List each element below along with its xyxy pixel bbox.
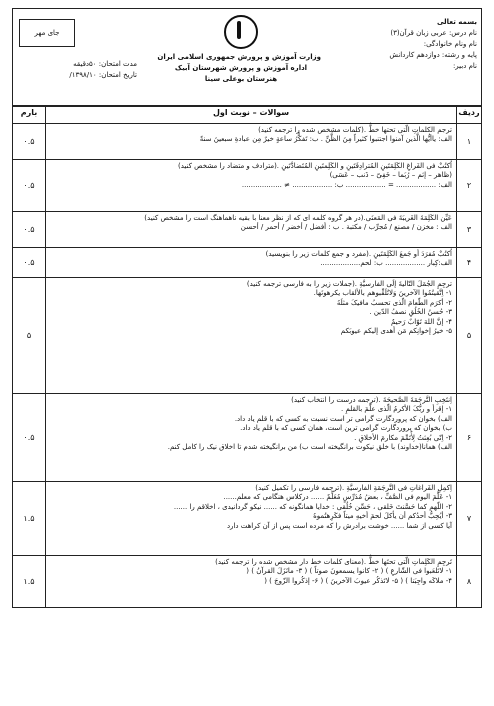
question-line: الف: .................. = .................. ب: .................. ≠ .................. bbox=[241, 180, 452, 189]
question-text bbox=[46, 278, 457, 394]
student-name-label: نام ونام خانوادگی: bbox=[423, 40, 477, 48]
iran-emblem-icon bbox=[224, 15, 258, 49]
basmala: بسمه تعالی bbox=[436, 18, 477, 26]
question-text bbox=[46, 556, 457, 608]
question-number: ۷ bbox=[457, 482, 482, 556]
question-text bbox=[46, 124, 457, 160]
question-line: الف:کِبار .................. ب: لحم.................. bbox=[320, 259, 452, 268]
question-line: ترجِمِ الجُمَلَ التّالیةَ إلَی الفارسیَّةِ .(جملات زیر را به فارسی ترجمه کنید) bbox=[246, 280, 452, 288]
question-line: الف : مخزن / مصنع / مُجرِّب / مکتبة . ب : أفضل / أخضر / أحمر / أحسن bbox=[240, 223, 452, 232]
question-line: (ظاهر – إثم – رُبَما – خَفِیّ – ذَنب – عَسَی) bbox=[329, 171, 452, 180]
department-name: اداره آموزش و پرورش شهرستان آبیک bbox=[174, 64, 308, 72]
table-row bbox=[13, 160, 482, 212]
exam-header bbox=[12, 8, 482, 106]
question-score: ۱.۵ bbox=[13, 482, 46, 556]
table-row bbox=[13, 212, 482, 248]
questions-table bbox=[12, 106, 482, 608]
question-text bbox=[46, 482, 457, 556]
question-line: الف) همانا(خداوند) با خلق نیکوت برانگیخته است ب) من برانگیخته شدم تا اخلاق نیک را کامل کنم. bbox=[167, 443, 452, 452]
question-line: ۵- خیرُ إخوانِکم مَن أهدی إلیکم عیوبَکم bbox=[340, 327, 452, 336]
question-number: ۴ bbox=[457, 248, 482, 278]
table-row bbox=[13, 556, 482, 608]
question-line: ب) بخوان که پروردگارت گرامی ترین است، همان کسی که با قلم یاد داد. bbox=[240, 424, 452, 433]
question-line: تَرجِمِ الکَلِماتِ الّتی تحتَها خطٌّ .(معنای کلمات خط دار مشخص شده را ترجمه کنید) bbox=[215, 558, 452, 566]
questions-body bbox=[13, 124, 482, 608]
exam-page bbox=[12, 8, 482, 608]
question-line: ۱- لاتَلعَبوا فی الشّارعِ ) ( ۲- کانوا یسمعونَ صوتاً ) ( ۳- مانَزَلَ القرآنُ ) ( bbox=[246, 567, 452, 576]
table-header-row bbox=[13, 107, 482, 124]
col-row-number: ردیف bbox=[457, 107, 482, 124]
question-line: اُکتُبْ مُفرَدَ أو جَمعَ الکَلِمَتَینِ .(مفرد و جمع کلمات زیر را بنویسید) bbox=[265, 250, 452, 258]
question-line: ۴- ملاکَه واجِبَنا ) ( ۵- لاتَذکُر عیوبَ الآخرینَ ) ( ۶- إذکُروا الزّوجَ ) ( bbox=[264, 576, 452, 585]
question-line: ۳- حُسنُ الخُلُقِ نصفُ الدّین . bbox=[369, 308, 452, 317]
question-number: ۶ bbox=[457, 394, 482, 482]
question-number: ۲ bbox=[457, 160, 482, 212]
question-number: ۸ bbox=[457, 556, 482, 608]
teacher-name-label: نام دبیر: bbox=[452, 62, 477, 70]
exam-duration: مدت امتحان: ۵۰دقیقه bbox=[73, 60, 137, 68]
grade-field: پایه و رشته: دوازدهم کاردانش bbox=[389, 51, 477, 59]
question-line: عَیِّن الکَلِمَةَ الغَریبَةَ فی المَعنَی.(در هر گروه کلمه ای که از نظر معنا با بقیه ناهماهنگ است را مشخص کنید) bbox=[144, 214, 452, 222]
question-number: ۵ bbox=[457, 278, 482, 394]
question-score: ۰.۵ bbox=[13, 248, 46, 278]
col-score: بارم bbox=[13, 107, 46, 124]
question-line: الف) بخوان که پروردگارت گرامی تر است نسبت به کسی که با قلم یاد داد. bbox=[234, 414, 452, 423]
question-score: ۵ bbox=[13, 278, 46, 394]
question-line: ۲- اللّهم کما حَسَّنتَ خَلقی ، حَسِّن خُلُقی : خدایا همانگونه که ...... نیکو گردانیدی ، اخلاقم را ...... bbox=[173, 502, 452, 511]
question-line: ۱- اِتَّقیتُمُوا الآخرینَ وَلاتُلَقِّبوهم بالألقاب یکرهونَها. bbox=[313, 289, 452, 298]
course-name: نام درس: عربی زبان قرآن(۳) bbox=[390, 29, 477, 37]
exam-date: تاریخ امتحان: ۱۳۹۸/۱۰/ bbox=[69, 71, 137, 79]
question-line: ۱- إقرأ و ربُّکَ الأکرمُ الّذی علَّمَ بالقلمِ . bbox=[341, 405, 452, 414]
question-score: ۰.۵ bbox=[13, 212, 46, 248]
question-score: ۰.۵ bbox=[13, 124, 46, 160]
question-line: ۲- أکرَم الطّعامَ الّذی تحسبُ مافیکَ مثلَهُ bbox=[336, 298, 452, 307]
question-score: ۰.۵ bbox=[13, 394, 46, 482]
question-score: ۰.۵ bbox=[13, 160, 46, 212]
question-line: آیا کسی از شما ...... خوشت برادرش را که مرده است پس از آن کراهت دارد bbox=[226, 521, 452, 530]
stamp-box: جای مهر bbox=[19, 19, 75, 47]
school-name: هنرستان بوعلی سینا bbox=[204, 75, 278, 83]
question-score: ۱.۵ bbox=[13, 556, 46, 608]
table-row bbox=[13, 394, 482, 482]
question-line: ترجم الکلماتِ الّتی تحتها خطٌّ .(کلمات مشخص شده را ترجمه کنید) bbox=[258, 126, 452, 134]
table-row bbox=[13, 248, 482, 278]
question-text bbox=[46, 394, 457, 482]
header-center bbox=[157, 9, 321, 105]
question-text bbox=[46, 160, 457, 212]
header-left-info bbox=[17, 57, 137, 105]
ministry-name: وزارت آموزش و پرورش جمهوری اسلامی ایران bbox=[157, 53, 321, 61]
question-text bbox=[46, 212, 457, 248]
question-line: اِنتَخِبِ التَّرجَمَةَ الصَّحیحَةَ .(ترجمه درست را انتخاب کنید) bbox=[291, 396, 452, 404]
question-line: اُکتُبْ فی الفَراغِ الکَلِمَتَینِ المُترادِفَتَینِ و الکَلِمتَینِ المُتَضادَّتَینِ .(مترادف و متضاد را مشخص کنید) bbox=[177, 162, 452, 170]
col-questions: سوالات – نوبت اول bbox=[46, 107, 457, 124]
question-line: اِکمِلِ الفَراغاتِ فی التَّرجَمَةِ الفارسیَّةِ .(ترجمه فارسی را تکمیل کنید) bbox=[255, 484, 452, 492]
question-line: ۳- أیُحِبُّ أحدُکم أن یأکلَ لحمَ أخیهِ میتاً فکَرِهتُموهُ bbox=[313, 512, 452, 521]
question-line: ۱- عَلَّمَ الیوم فی الصَّفِّ ، بعضُ مُدَرِّسٍ مُعَلِّمٌ ...... درکلاس هنگامی که معلم...... bbox=[223, 493, 452, 502]
question-number: ۳ bbox=[457, 212, 482, 248]
question-number: ۱ bbox=[457, 124, 482, 160]
question-line: ۴- إنَّ اللهَ تَوّابٌ رَحیمٌ bbox=[390, 317, 452, 326]
table-row bbox=[13, 278, 482, 394]
question-line: الف: یاأیُّها الَّذین آمنوا اجتنبوا کثیراً مِنَ الظَّنِّ . ب: تَفکُّرُ ساعةٍ خیرٌ مِن عبادةِ سبعینَ سنةً bbox=[199, 135, 452, 144]
table-row bbox=[13, 482, 482, 556]
table-row bbox=[13, 124, 482, 160]
question-text bbox=[46, 248, 457, 278]
header-right-info bbox=[327, 15, 477, 105]
question-line: ۲- اِنّی بُعِثتُ لِأُتَمِّمَ مکارمَ الأخلاقِ . bbox=[354, 433, 452, 442]
